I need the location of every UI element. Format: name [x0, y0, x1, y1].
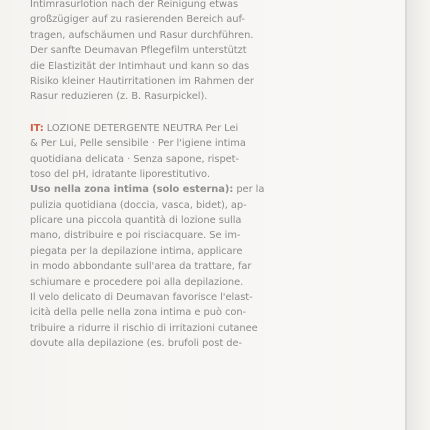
panel-fold-shadow — [407, 0, 430, 430]
it-line-1: quotidiana delicata · Senza sapone, rispet- — [30, 153, 240, 165]
section-gap — [30, 105, 402, 121]
it-line-2: toso del pH, idratante liporestitutivo. — [30, 168, 210, 180]
it-usage-line-8: icità della pelle nella zona intima e può con- — [30, 307, 247, 319]
de-line-2: großzügiger auf zu rasierenden Bereich auf- — [30, 14, 245, 26]
it-title-line-2: & Per Lui, Pelle sensibile · Per l'igiene intima — [30, 138, 246, 150]
it-title-text: LOZIONE DETERGENTE NEUTRA Per Lei — [43, 122, 239, 134]
it-usage-line-10: dovute alla depilazione (es. brufoli post de- — [30, 338, 243, 350]
section-it — [30, 121, 402, 352]
it-usage-line — [30, 182, 402, 197]
it-usage-line-1: pulizia quotidiana (doccia, vasca, bidet), ap- — [30, 199, 247, 211]
it-usage-line-6: schiumare e procedere poi alla depilazione. — [30, 276, 244, 288]
it-usage-line-4: piegata per la depilazione intima, applicare — [30, 245, 243, 257]
usage-label: Uso nella zona intima (solo esterna): — [30, 184, 234, 196]
text-column — [30, 0, 402, 352]
it-usage-line-5: in modo abbondante sull'area da trattare, far — [30, 261, 252, 273]
de-line-3: tragen, aufschäumen und Rasur durchführen. — [30, 29, 254, 41]
it-usage-line-2: plicare una piccola quantità di lozione sulla — [30, 215, 242, 227]
it-usage-line-3: mano, distribuire e poi risciacquare. Se im- — [30, 230, 241, 242]
section-de — [30, 0, 402, 105]
de-line-1: Intimrasurlotion nach der Reinigung etwas — [30, 0, 239, 10]
de-line-5: die Elastizität der Intimhaut und kann so das — [30, 60, 250, 72]
de-line-4: Der sanfte Deumavan Pflegefilm unterstützt — [30, 45, 247, 57]
language-code: IT: — [30, 122, 44, 134]
de-line-6: Risiko kleiner Hautirritationen im Rahmen der — [30, 75, 254, 87]
de-line-7: Rasur reduzieren (z. B. Rasurpickel). — [30, 91, 208, 103]
it-usage-line-7: Il velo delicato di Deumavan favorisce l'elast- — [30, 292, 253, 304]
usage-first-rest: per la — [233, 184, 265, 196]
it-title-line-1 — [30, 121, 402, 136]
it-usage-line-9: tribuire a ridurre il rischio di irritazioni cutanee — [30, 322, 258, 334]
